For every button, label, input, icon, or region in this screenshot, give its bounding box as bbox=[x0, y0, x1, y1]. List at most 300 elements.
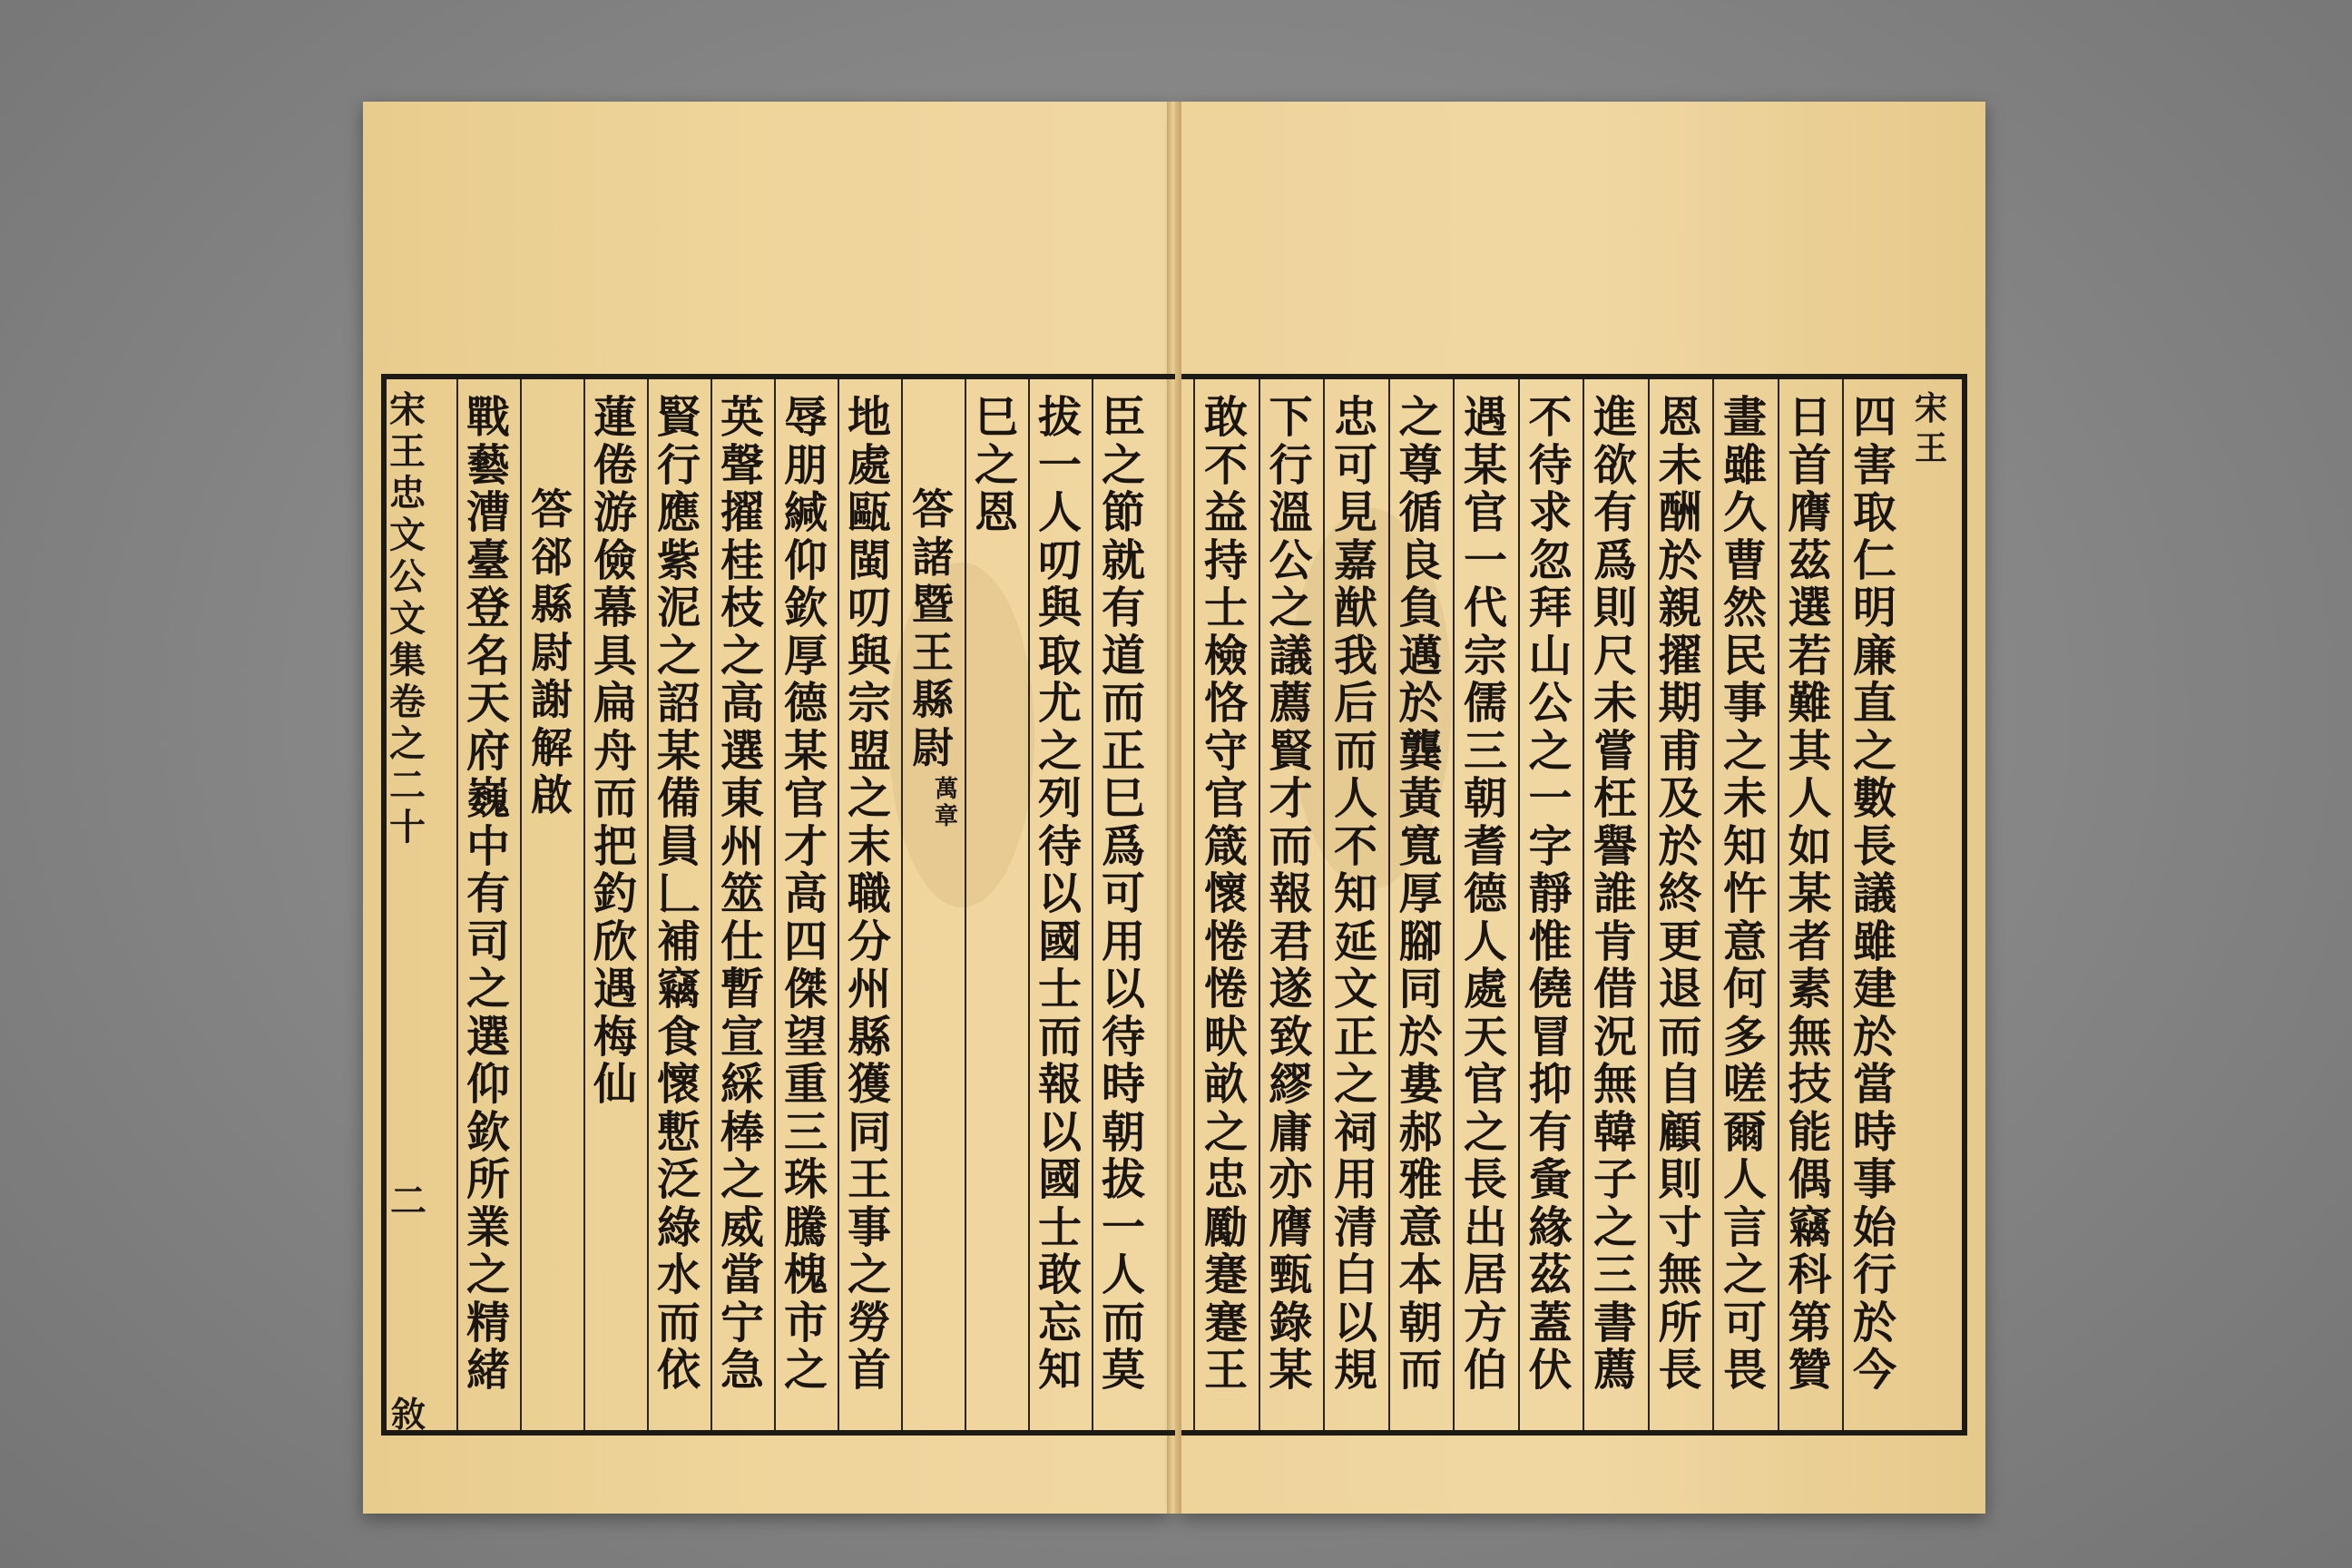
glyph: 酬 bbox=[1658, 487, 1702, 538]
glyph: 難 bbox=[1788, 678, 1832, 729]
glyph: 仰 bbox=[466, 1059, 510, 1110]
column-rule bbox=[1323, 379, 1325, 1430]
glyph: 君 bbox=[1269, 916, 1313, 967]
glyph: 代 bbox=[1463, 583, 1507, 633]
glyph: 同 bbox=[847, 1106, 891, 1158]
glyph: 有 bbox=[1528, 1106, 1573, 1158]
glyph: 意 bbox=[1722, 916, 1767, 967]
glyph: 待 bbox=[1101, 1011, 1145, 1063]
glyph: 能 bbox=[1788, 1106, 1832, 1158]
glyph: 數 bbox=[1852, 773, 1896, 824]
glyph: 時 bbox=[1101, 1059, 1145, 1110]
glyph: 本 bbox=[1398, 1250, 1443, 1300]
margin-title-char: 宋 bbox=[1914, 389, 1947, 427]
glyph: 之 bbox=[1722, 1250, 1767, 1300]
glyph: 辱 bbox=[783, 392, 828, 443]
glyph: 之 bbox=[974, 439, 1018, 491]
glyph: 三 bbox=[783, 1106, 828, 1158]
glyph: 日 bbox=[1788, 392, 1832, 443]
margin-title-char: 十 bbox=[389, 806, 426, 848]
glyph: 勵 bbox=[1203, 1201, 1248, 1253]
glyph: 𠃊 bbox=[656, 868, 701, 919]
note-glyph: 章 bbox=[934, 803, 958, 830]
glyph: 於 bbox=[1852, 1297, 1896, 1348]
glyph: 傑 bbox=[783, 964, 828, 1014]
glyph: 分 bbox=[847, 916, 891, 967]
glyph: 民 bbox=[1722, 630, 1767, 681]
glyph: 惟 bbox=[1528, 916, 1573, 967]
glyph: 行 bbox=[1269, 439, 1313, 491]
glyph: 之 bbox=[720, 630, 764, 681]
glyph: 明 bbox=[1852, 583, 1896, 633]
column-rule bbox=[965, 379, 966, 1430]
glyph: 蹇 bbox=[1203, 1250, 1248, 1300]
glyph: 曹 bbox=[1722, 534, 1767, 586]
glyph: 處 bbox=[1463, 964, 1507, 1014]
glyph: 宗 bbox=[847, 678, 891, 729]
glyph: 畏 bbox=[1722, 1345, 1767, 1396]
glyph: 欽 bbox=[783, 583, 828, 633]
glyph: 字 bbox=[1528, 820, 1573, 872]
glyph: 腳 bbox=[1398, 916, 1443, 967]
column-rule bbox=[1778, 379, 1779, 1430]
glyph: 於 bbox=[1658, 534, 1702, 586]
glyph: 緣 bbox=[1528, 1201, 1573, 1253]
glyph: 而 bbox=[1101, 1297, 1145, 1348]
glyph: 甄 bbox=[1269, 1250, 1313, 1300]
glyph: 賢 bbox=[656, 392, 701, 443]
glyph: 亦 bbox=[1269, 1154, 1313, 1205]
glyph: 用 bbox=[1101, 916, 1145, 967]
glyph: 黃 bbox=[1398, 773, 1443, 824]
glyph: 官 bbox=[783, 773, 828, 824]
glyph: 技 bbox=[1788, 1059, 1832, 1110]
glyph: 才 bbox=[783, 820, 828, 872]
glyph: 與 bbox=[847, 630, 891, 681]
margin-title-char: 宋 bbox=[389, 388, 426, 431]
glyph: 列 bbox=[1037, 773, 1082, 824]
glyph: 朝 bbox=[1101, 1106, 1145, 1158]
glyph: 之 bbox=[466, 1250, 510, 1300]
column-rule bbox=[520, 379, 522, 1430]
glyph: 而 bbox=[593, 773, 637, 824]
glyph: 縣 bbox=[847, 1011, 891, 1063]
glyph: 官 bbox=[1463, 487, 1507, 538]
glyph: 才 bbox=[1269, 773, 1313, 824]
glyph: 而 bbox=[1269, 820, 1313, 872]
glyph: 人 bbox=[1722, 1154, 1767, 1205]
glyph: 未 bbox=[1592, 678, 1637, 729]
glyph: 益 bbox=[1203, 487, 1248, 538]
glyph: 負 bbox=[1398, 583, 1443, 633]
glyph: 末 bbox=[847, 820, 891, 872]
glyph: 勞 bbox=[847, 1297, 891, 1348]
glyph: 遇 bbox=[593, 964, 637, 1014]
glyph: 倦 bbox=[593, 439, 637, 491]
glyph: 誰 bbox=[1592, 868, 1637, 919]
left-column-9 bbox=[587, 379, 643, 1430]
glyph: 同 bbox=[1398, 964, 1443, 1014]
glyph: 急 bbox=[720, 1345, 764, 1396]
glyph: 望 bbox=[783, 1011, 828, 1063]
glyph: 之 bbox=[1528, 725, 1573, 777]
glyph: 縣 bbox=[531, 580, 573, 629]
margin-title-char: 之 bbox=[389, 722, 426, 765]
glyph: 而 bbox=[1037, 1011, 1082, 1063]
glyph: 於 bbox=[1852, 1011, 1896, 1063]
glyph: 今 bbox=[1852, 1345, 1896, 1396]
glyph: 緒 bbox=[466, 1345, 510, 1396]
left-column-7 bbox=[714, 379, 770, 1430]
glyph: 地 bbox=[847, 392, 891, 443]
glyph: 三 bbox=[1592, 1250, 1637, 1300]
glyph: 長 bbox=[1852, 820, 1896, 872]
glyph: 惓 bbox=[1203, 916, 1248, 967]
left-column-8 bbox=[651, 379, 707, 1430]
glyph: 借 bbox=[1592, 964, 1637, 1014]
glyph: 恩 bbox=[1658, 392, 1702, 443]
right-column-9 bbox=[1328, 379, 1384, 1430]
glyph: 紫 bbox=[656, 534, 701, 586]
glyph: 我 bbox=[1333, 630, 1377, 681]
glyph: 職 bbox=[847, 868, 891, 919]
glyph: 白 bbox=[1333, 1250, 1377, 1300]
glyph: 規 bbox=[1333, 1345, 1377, 1396]
glyph: 具 bbox=[593, 630, 637, 681]
glyph: 拜 bbox=[1528, 583, 1573, 633]
column-rule bbox=[710, 379, 712, 1430]
right-column-10 bbox=[1263, 379, 1319, 1430]
glyph: 欲 bbox=[1592, 439, 1637, 491]
glyph: 補 bbox=[656, 916, 701, 967]
glyph: 之 bbox=[783, 1345, 828, 1396]
column-rule bbox=[774, 379, 776, 1430]
glyph: 惓 bbox=[1203, 964, 1248, 1014]
glyph: 綵 bbox=[720, 1059, 764, 1110]
glyph: 梅 bbox=[593, 1011, 637, 1063]
glyph: 伯 bbox=[1463, 1345, 1507, 1396]
glyph: 取 bbox=[1852, 487, 1896, 538]
glyph: 更 bbox=[1658, 916, 1702, 967]
glyph: 食 bbox=[656, 1011, 701, 1063]
glyph: 仁 bbox=[1852, 534, 1896, 586]
glyph: 檢 bbox=[1203, 630, 1248, 681]
glyph: 者 bbox=[1788, 916, 1832, 967]
margin-bottom-char: 敘 bbox=[390, 1394, 426, 1435]
glyph: 偶 bbox=[1788, 1154, 1832, 1205]
glyph: 選 bbox=[466, 1011, 510, 1063]
column-rule bbox=[1453, 379, 1455, 1430]
glyph: 朋 bbox=[783, 439, 828, 491]
glyph: 啟 bbox=[531, 770, 573, 819]
glyph: 居 bbox=[1463, 1250, 1507, 1300]
glyph: 莫 bbox=[1101, 1345, 1145, 1396]
glyph: 遂 bbox=[1269, 964, 1313, 1014]
glyph: 正 bbox=[1101, 725, 1145, 777]
glyph: 知 bbox=[1333, 868, 1377, 919]
glyph: 緘 bbox=[783, 487, 828, 538]
column-rule bbox=[583, 379, 585, 1430]
glyph: 之 bbox=[847, 1250, 891, 1300]
glyph: 其 bbox=[1788, 725, 1832, 777]
glyph: 可 bbox=[1101, 868, 1145, 919]
glyph: 夤 bbox=[1528, 1154, 1573, 1205]
glyph: 尉 bbox=[531, 627, 573, 677]
glyph: 人 bbox=[1037, 487, 1082, 538]
glyph: 獲 bbox=[847, 1059, 891, 1110]
glyph: 正 bbox=[1333, 1011, 1377, 1063]
glyph: 無 bbox=[1788, 1011, 1832, 1063]
column-rule bbox=[1842, 379, 1844, 1430]
glyph: 山 bbox=[1528, 630, 1573, 681]
glyph: 三 bbox=[1463, 725, 1507, 777]
glyph: 幕 bbox=[593, 583, 637, 633]
glyph: 寬 bbox=[1398, 820, 1443, 872]
glyph: 選 bbox=[1788, 583, 1832, 633]
glyph: 畫 bbox=[1722, 392, 1767, 443]
glyph: 意 bbox=[1398, 1201, 1443, 1253]
glyph: 叨 bbox=[1037, 534, 1082, 586]
glyph: 無 bbox=[1592, 1059, 1637, 1110]
glyph: 槐 bbox=[783, 1250, 828, 1300]
glyph: 一 bbox=[1037, 439, 1082, 491]
glyph: 竊 bbox=[656, 964, 701, 1014]
glyph: 當 bbox=[1852, 1059, 1896, 1110]
glyph: 名 bbox=[466, 630, 510, 681]
glyph: 嗟 bbox=[1722, 1059, 1767, 1110]
glyph: 欽 bbox=[466, 1106, 510, 1158]
glyph: 尺 bbox=[1592, 630, 1637, 681]
glyph: 慙 bbox=[656, 1106, 701, 1158]
glyph: 市 bbox=[783, 1297, 828, 1348]
glyph: 忘 bbox=[1037, 1297, 1082, 1348]
margin-title-char: 文 bbox=[389, 597, 426, 640]
glyph: 猷 bbox=[1333, 583, 1377, 633]
glyph: 仙 bbox=[593, 1059, 637, 1110]
glyph: 王 bbox=[912, 627, 954, 677]
glyph: 顧 bbox=[1658, 1106, 1702, 1158]
glyph: 出 bbox=[1463, 1201, 1507, 1253]
glyph: 敢 bbox=[1037, 1250, 1082, 1300]
glyph: 諸 bbox=[912, 532, 954, 582]
glyph: 棒 bbox=[720, 1106, 764, 1158]
glyph: 國 bbox=[1037, 1154, 1082, 1205]
glyph: 仕 bbox=[720, 916, 764, 967]
glyph: 若 bbox=[1788, 630, 1832, 681]
glyph: 待 bbox=[1037, 820, 1082, 872]
glyph: 致 bbox=[1269, 1011, 1313, 1063]
glyph: 暫 bbox=[720, 964, 764, 1014]
glyph: 抑 bbox=[1528, 1059, 1573, 1110]
glyph: 有 bbox=[1592, 487, 1637, 538]
glyph: 閩 bbox=[847, 534, 891, 586]
glyph: 精 bbox=[466, 1297, 510, 1348]
glyph: 所 bbox=[466, 1154, 510, 1205]
glyph: 漕 bbox=[466, 487, 510, 538]
glyph: 暨 bbox=[912, 580, 954, 629]
glyph: 嘉 bbox=[1333, 534, 1377, 586]
glyph: 仰 bbox=[783, 534, 828, 586]
glyph: 珠 bbox=[783, 1154, 828, 1205]
glyph: 詔 bbox=[656, 678, 701, 729]
glyph: 業 bbox=[466, 1201, 510, 1253]
glyph: 四 bbox=[783, 916, 828, 967]
glyph: 言 bbox=[1722, 1201, 1767, 1253]
glyph: 把 bbox=[593, 820, 637, 872]
left-column-1 bbox=[1095, 379, 1152, 1430]
glyph: 建 bbox=[1852, 964, 1896, 1014]
margin-title-char: 王 bbox=[1914, 429, 1947, 467]
glyph: 國 bbox=[1037, 916, 1082, 967]
glyph: 擢 bbox=[720, 487, 764, 538]
glyph: 事 bbox=[1722, 678, 1767, 729]
right-column-3 bbox=[1717, 379, 1773, 1430]
column-rule bbox=[647, 379, 649, 1430]
glyph: 於 bbox=[1398, 678, 1443, 729]
glyph: 無 bbox=[1658, 1250, 1702, 1300]
glyph: 議 bbox=[1269, 630, 1313, 681]
glyph: 而 bbox=[1101, 678, 1145, 729]
glyph: 畝 bbox=[1203, 1059, 1248, 1110]
glyph: 宗 bbox=[1463, 630, 1507, 681]
glyph: 縣 bbox=[912, 675, 954, 724]
glyph: 之 bbox=[466, 964, 510, 1014]
left-column-11 bbox=[460, 379, 516, 1430]
glyph: 直 bbox=[1852, 678, 1896, 729]
right-column-11 bbox=[1198, 379, 1254, 1430]
glyph: 爾 bbox=[1722, 1106, 1767, 1158]
glyph: 而 bbox=[1398, 1345, 1443, 1396]
glyph: 盟 bbox=[847, 725, 891, 777]
glyph: 於 bbox=[1398, 1011, 1443, 1063]
glyph: 朝 bbox=[1463, 773, 1507, 824]
glyph: 知 bbox=[1722, 820, 1767, 872]
glyph: 始 bbox=[1852, 1201, 1896, 1253]
left-column-4 bbox=[905, 379, 961, 1430]
glyph: 則 bbox=[1658, 1154, 1702, 1205]
left-margin-title bbox=[388, 388, 426, 1426]
glyph: 清 bbox=[1333, 1201, 1377, 1253]
glyph: 巳 bbox=[974, 392, 1018, 443]
glyph: 巳 bbox=[1101, 773, 1145, 824]
glyph: 天 bbox=[1463, 1011, 1507, 1063]
glyph: 期 bbox=[1658, 678, 1702, 729]
glyph: 之 bbox=[1463, 1106, 1507, 1158]
glyph: 茲 bbox=[1788, 534, 1832, 586]
glyph: 薦 bbox=[1269, 678, 1313, 729]
glyph: 自 bbox=[1658, 1059, 1702, 1110]
glyph: 舟 bbox=[593, 725, 637, 777]
glyph: 某 bbox=[1788, 868, 1832, 919]
glyph: 某 bbox=[1269, 1345, 1313, 1396]
glyph: 釣 bbox=[593, 868, 637, 919]
glyph: 素 bbox=[1788, 964, 1832, 1014]
glyph: 有 bbox=[1101, 583, 1145, 633]
glyph: 以 bbox=[1101, 964, 1145, 1014]
glyph: 首 bbox=[847, 1345, 891, 1396]
glyph: 欣 bbox=[593, 916, 637, 967]
glyph: 儒 bbox=[1463, 678, 1507, 729]
glyph: 贊 bbox=[1788, 1345, 1832, 1396]
margin-title-char: 卷 bbox=[389, 681, 426, 723]
glyph: 蹇 bbox=[1203, 1297, 1248, 1348]
glyph: 下 bbox=[1269, 392, 1313, 443]
glyph: 待 bbox=[1528, 439, 1573, 491]
glyph: 見 bbox=[1333, 487, 1377, 538]
glyph: 臺 bbox=[466, 534, 510, 586]
glyph: 聲 bbox=[720, 439, 764, 491]
glyph: 賢 bbox=[1269, 725, 1313, 777]
glyph: 人 bbox=[1788, 773, 1832, 824]
glyph: 則 bbox=[1592, 583, 1637, 633]
glyph: 長 bbox=[1658, 1345, 1702, 1396]
glyph: 行 bbox=[1852, 1250, 1896, 1300]
glyph: 害 bbox=[1852, 439, 1896, 491]
glyph: 州 bbox=[847, 964, 891, 1014]
glyph: 而 bbox=[1333, 725, 1377, 777]
column-rule bbox=[456, 379, 458, 1430]
glyph: 郤 bbox=[531, 532, 573, 582]
glyph: 未 bbox=[1722, 773, 1767, 824]
glyph: 龔 bbox=[1398, 725, 1443, 777]
glyph: 祠 bbox=[1333, 1106, 1377, 1158]
column-rule bbox=[1028, 379, 1030, 1430]
glyph: 長 bbox=[1463, 1154, 1507, 1205]
glyph: 以 bbox=[1037, 1106, 1082, 1158]
glyph: 報 bbox=[1037, 1059, 1082, 1110]
glyph: 報 bbox=[1269, 868, 1313, 919]
glyph: 懷 bbox=[1203, 868, 1248, 919]
glyph: 答 bbox=[912, 485, 954, 534]
glyph: 行 bbox=[656, 439, 701, 491]
glyph: 不 bbox=[1528, 392, 1573, 443]
glyph: 未 bbox=[1658, 439, 1702, 491]
column-rule bbox=[1648, 379, 1650, 1430]
glyph: 之 bbox=[1592, 1201, 1637, 1253]
glyph: 科 bbox=[1788, 1250, 1832, 1300]
glyph: 節 bbox=[1101, 487, 1145, 538]
glyph: 子 bbox=[1592, 1154, 1637, 1205]
glyph: 雖 bbox=[1852, 916, 1896, 967]
glyph: 重 bbox=[783, 1059, 828, 1110]
glyph: 譽 bbox=[1592, 820, 1637, 872]
glyph: 韓 bbox=[1592, 1106, 1637, 1158]
left-column-5 bbox=[841, 379, 897, 1430]
heading-note bbox=[918, 774, 975, 832]
glyph: 泛 bbox=[656, 1154, 701, 1205]
glyph: 某 bbox=[656, 725, 701, 777]
glyph: 雖 bbox=[1722, 439, 1767, 491]
glyph: 親 bbox=[1658, 583, 1702, 633]
glyph: 宣 bbox=[720, 1011, 764, 1063]
glyph: 厚 bbox=[783, 630, 828, 681]
glyph: 之 bbox=[1722, 725, 1767, 777]
glyph: 之 bbox=[1333, 1059, 1377, 1110]
glyph: 之 bbox=[720, 1154, 764, 1205]
glyph: 及 bbox=[1658, 773, 1702, 824]
glyph: 恩 bbox=[974, 487, 1018, 538]
glyph: 書 bbox=[1592, 1297, 1637, 1348]
glyph: 終 bbox=[1658, 868, 1702, 919]
glyph: 當 bbox=[720, 1250, 764, 1300]
glyph: 婁 bbox=[1398, 1059, 1443, 1110]
glyph: 中 bbox=[466, 820, 510, 872]
glyph: 藝 bbox=[466, 439, 510, 491]
glyph: 之 bbox=[1269, 583, 1313, 633]
glyph: 府 bbox=[466, 725, 510, 777]
glyph: 況 bbox=[1592, 1011, 1637, 1063]
glyph: 厚 bbox=[1398, 868, 1443, 919]
